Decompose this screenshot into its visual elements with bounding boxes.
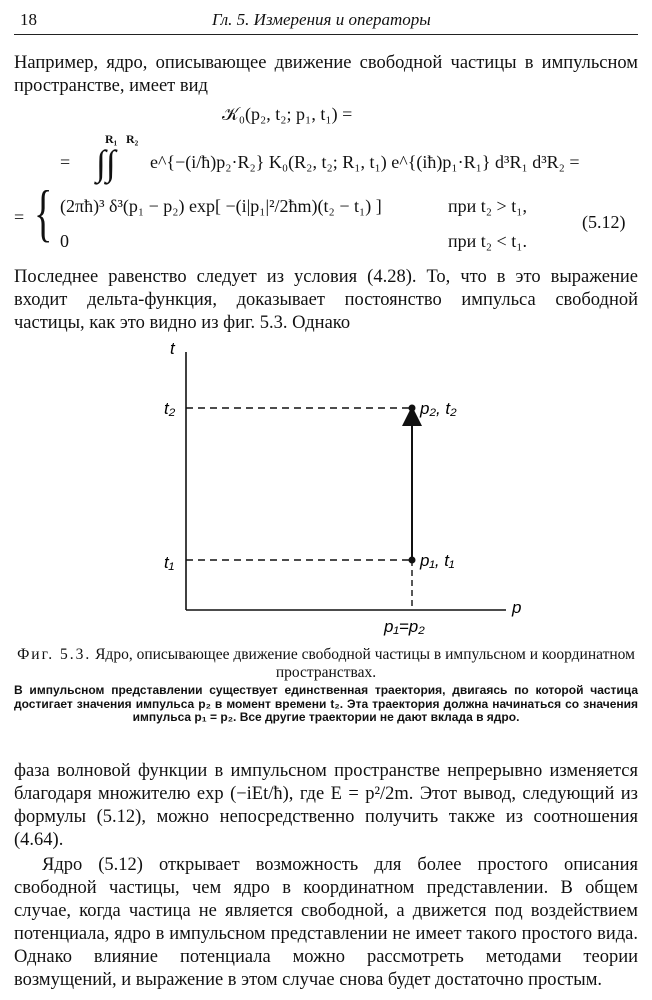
paragraph-2: фаза волновой функции в импульсном пространстве непрерывно изменяется благодаря множителю exp (−iEt/ħ), где E = p²/2m. Этот вывод, следующий из формулы (5.12), можно непосредственно получить также из соотношения (4.64). xyxy=(14,761,638,850)
equation-integrand: e^{−(i/ħ)p₂·R₂} K₀(R₂, t₂; R₁, t₁) e^{(iħ)p₁·R₁} d³R₁ d³R₂ = xyxy=(150,152,580,172)
page-header xyxy=(14,8,638,35)
point-lower-dot xyxy=(409,557,416,564)
equation-lhs: 𝒦₀(p₂, t₂; p₁, t₁) = xyxy=(222,104,353,124)
equation-case2: 0 xyxy=(60,231,69,251)
figure-caption xyxy=(14,646,638,682)
paragraph-3: Ядро (5.12) открывает возможность для более простого описания свободной частицы, чем ядро в координатном представлении. В общем случае, когда частица не является свободной, а движется под воздействием потенциала, ядро в импульсном представлении не имеет такого простого вида. Однако влияние потенциала можно рассмотреть методами теории возмущений, и выражение в этом случае снова будет достаточно простым. xyxy=(14,855,638,990)
equation-case1: (2πħ)³ δ³(p₁ − p₂) exp[ −(i|p₁|²/2ħm)(t₂ − t₁) ] xyxy=(60,196,382,216)
point-upper-dot xyxy=(409,405,416,412)
tick-t1-label: t₁ xyxy=(164,553,175,572)
double-integral: ∫∫ xyxy=(96,143,116,183)
caption-title: Ядро, описывающее движение свободной частицы в импульсном и координатном пространствах. xyxy=(95,646,635,681)
point-lower-label: p₁, t₁ xyxy=(420,551,455,570)
caption-label: Фиг. 5.3. xyxy=(17,646,92,663)
equation-number: (5.12) xyxy=(582,212,626,232)
cases-equals: = xyxy=(14,207,25,227)
integral-limit-r2: R₂ xyxy=(126,132,139,146)
axis-p-label: p xyxy=(512,598,522,617)
point-upper-label: p₂, t₂ xyxy=(420,399,457,418)
integral-limit-r1: R₁ xyxy=(105,132,118,146)
caption-note: В импульсном представлении существует единственная траектория, двигаясь по которой частица достигает значения импульса p₂ в момент времени t₂. Эта траектория должна начинаться со значения импульса p₁ = p₂. Все другие траектории не дают вклада в ядро. xyxy=(14,683,638,724)
p-equality-label: p₁=p₂ xyxy=(384,617,425,636)
equation-middle-eq: = xyxy=(60,152,71,172)
page-number: 18 xyxy=(20,10,37,29)
figure-5-3 xyxy=(150,338,530,638)
axis-t-label: t xyxy=(170,339,175,358)
running-title: Гл. 5. Измерения и операторы xyxy=(212,10,431,29)
paragraph-after-equation: Последнее равенство следует из условия (4.28). То, что в это выражение входит дельта-функция, доказывает постоянство импульса свободной частицы, как это видно из фиг. 5.3. Однако xyxy=(14,267,638,333)
intro-paragraph: Например, ядро, описывающее движение свободной частицы в импульсном пространстве, имеет вид xyxy=(14,53,638,96)
cases-brace: { xyxy=(34,177,53,248)
equation-case1-condition: при t₂ > t₁, xyxy=(448,196,527,216)
equation-case2-condition: при t₂ < t₁. xyxy=(448,231,527,251)
tick-t2-label: t₂ xyxy=(164,399,176,418)
